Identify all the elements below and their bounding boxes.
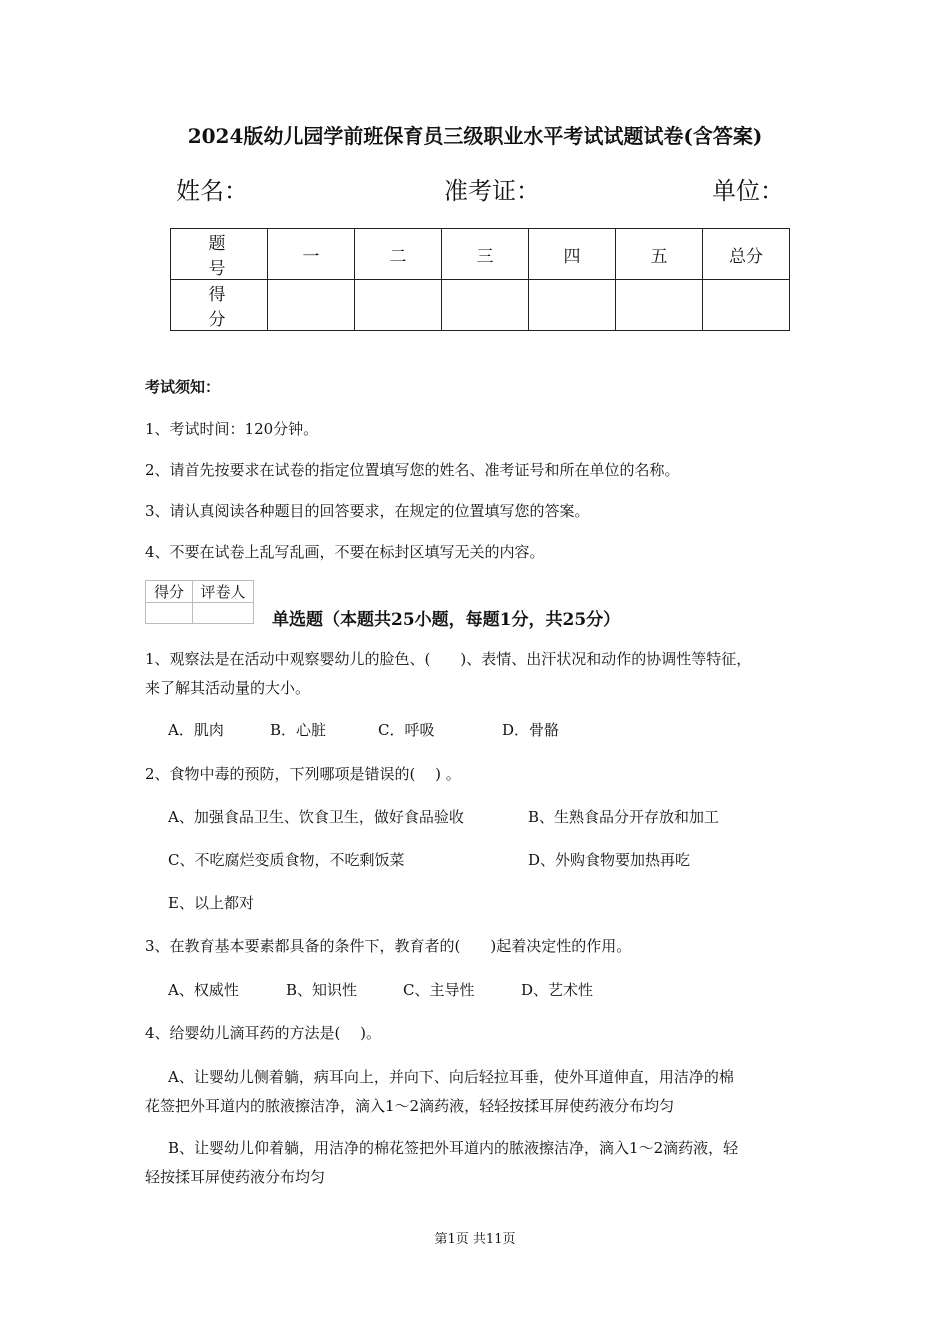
- score-cell-2[interactable]: [355, 280, 442, 331]
- score-table-header-total: 总分: [703, 229, 790, 280]
- notice-heading: 考试须知：: [145, 378, 221, 396]
- grader-box-score-cell[interactable]: [146, 603, 193, 624]
- unit-field-label: 单位：: [712, 177, 784, 205]
- section-title: 单选题（本题共25小题，每题1分，共25分）: [272, 610, 621, 630]
- score-table-header-4: 四: [529, 229, 616, 280]
- grader-box: [145, 580, 254, 624]
- question-3-stem: 3、在教育基本要素都具备的条件下，教育者的( )起着决定性的作用。: [145, 937, 632, 955]
- question-4-option-a-cont: 花签把外耳道内的脓液擦洁净，滴入1～2滴药液，轻轻按揉耳屏使药液分布均匀: [145, 1097, 675, 1115]
- question-3-option-b: B、知识性: [286, 981, 358, 999]
- score-table-header-1: 一: [268, 229, 355, 280]
- notice-item-3: 3、请认真阅读各种题目的回答要求，在规定的位置填写您的答案。: [145, 502, 590, 520]
- score-table: [170, 228, 790, 331]
- score-table-header-label: 题 号: [171, 229, 268, 280]
- question-1-option-b: B．心脏: [270, 721, 327, 739]
- question-2-option-a: A、加强食品卫生、饮食卫生，做好食品验收: [168, 808, 464, 826]
- grader-box-score-label: 得分: [146, 581, 193, 603]
- question-2-option-e: E、以上都对: [168, 894, 254, 912]
- score-table-row-label: 得 分: [171, 280, 268, 331]
- question-4-stem: 4、给婴幼儿滴耳药的方法是( )。: [145, 1024, 382, 1042]
- score-cell-4[interactable]: [529, 280, 616, 331]
- question-1-option-a: A．肌肉: [168, 721, 224, 739]
- name-field-label: 姓名：: [176, 177, 248, 205]
- question-4-option-b-cont: 轻按揉耳屏使药液分布均匀: [145, 1168, 326, 1186]
- question-1-stem: 1、观察法是在活动中观察婴幼儿的脸色、( )、表情、出汗状况和动作的协调性等特征，: [145, 650, 752, 668]
- document-title: 2024版幼儿园学前班保育员三级职业水平考试试题试卷(含答案): [187, 124, 763, 148]
- notice-item-1: 1、考试时间：120分钟。: [145, 420, 319, 438]
- question-3-option-d: D、艺术性: [521, 981, 594, 999]
- score-table-header-5: 五: [616, 229, 703, 280]
- score-cell-1[interactable]: [268, 280, 355, 331]
- question-3-option-a: A、权威性: [168, 981, 239, 999]
- question-1-stem-cont: 来了解其活动量的大小。: [145, 679, 311, 697]
- score-cell-5[interactable]: [616, 280, 703, 331]
- question-2-stem: 2、食物中毒的预防，下列哪项是错误的( ) 。: [145, 765, 461, 783]
- score-table-header-3: 三: [442, 229, 529, 280]
- grader-box-grader-label: 评卷人: [193, 581, 254, 603]
- question-4-option-a: A、让婴幼儿侧着躺，病耳向上，并向下、向后轻拉耳垂，使外耳道伸直，用洁净的棉: [168, 1068, 734, 1086]
- question-1-option-c: C．呼吸: [378, 721, 435, 739]
- question-2-option-d: D、外购食物要加热再吃: [528, 851, 691, 869]
- question-4-option-b: B、让婴幼儿仰着躺，用洁净的棉花签把外耳道内的脓液擦洁净，滴入1～2滴药液，轻: [168, 1139, 739, 1157]
- score-table-header-row: [171, 229, 790, 280]
- question-2-option-b: B、生熟食品分开存放和加工: [528, 808, 720, 826]
- grader-box-grader-cell[interactable]: [193, 603, 254, 624]
- exam-number-field-label: 准考证：: [444, 177, 540, 205]
- question-3-option-c: C、主导性: [403, 981, 475, 999]
- score-cell-3[interactable]: [442, 280, 529, 331]
- question-2-option-c: C、不吃腐烂变质食物，不吃剩饭菜: [168, 851, 405, 869]
- notice-item-4: 4、不要在试卷上乱写乱画，不要在标封区填写无关的内容。: [145, 543, 545, 561]
- score-table-score-row: [171, 280, 790, 331]
- score-cell-total[interactable]: [703, 280, 790, 331]
- score-table-header-2: 二: [355, 229, 442, 280]
- notice-item-2: 2、请首先按要求在试卷的指定位置填写您的姓名、准考证号和所在单位的名称。: [145, 461, 680, 479]
- page-footer: 第1页 共11页: [434, 1232, 516, 1247]
- question-1-option-d: D．骨骼: [502, 721, 560, 739]
